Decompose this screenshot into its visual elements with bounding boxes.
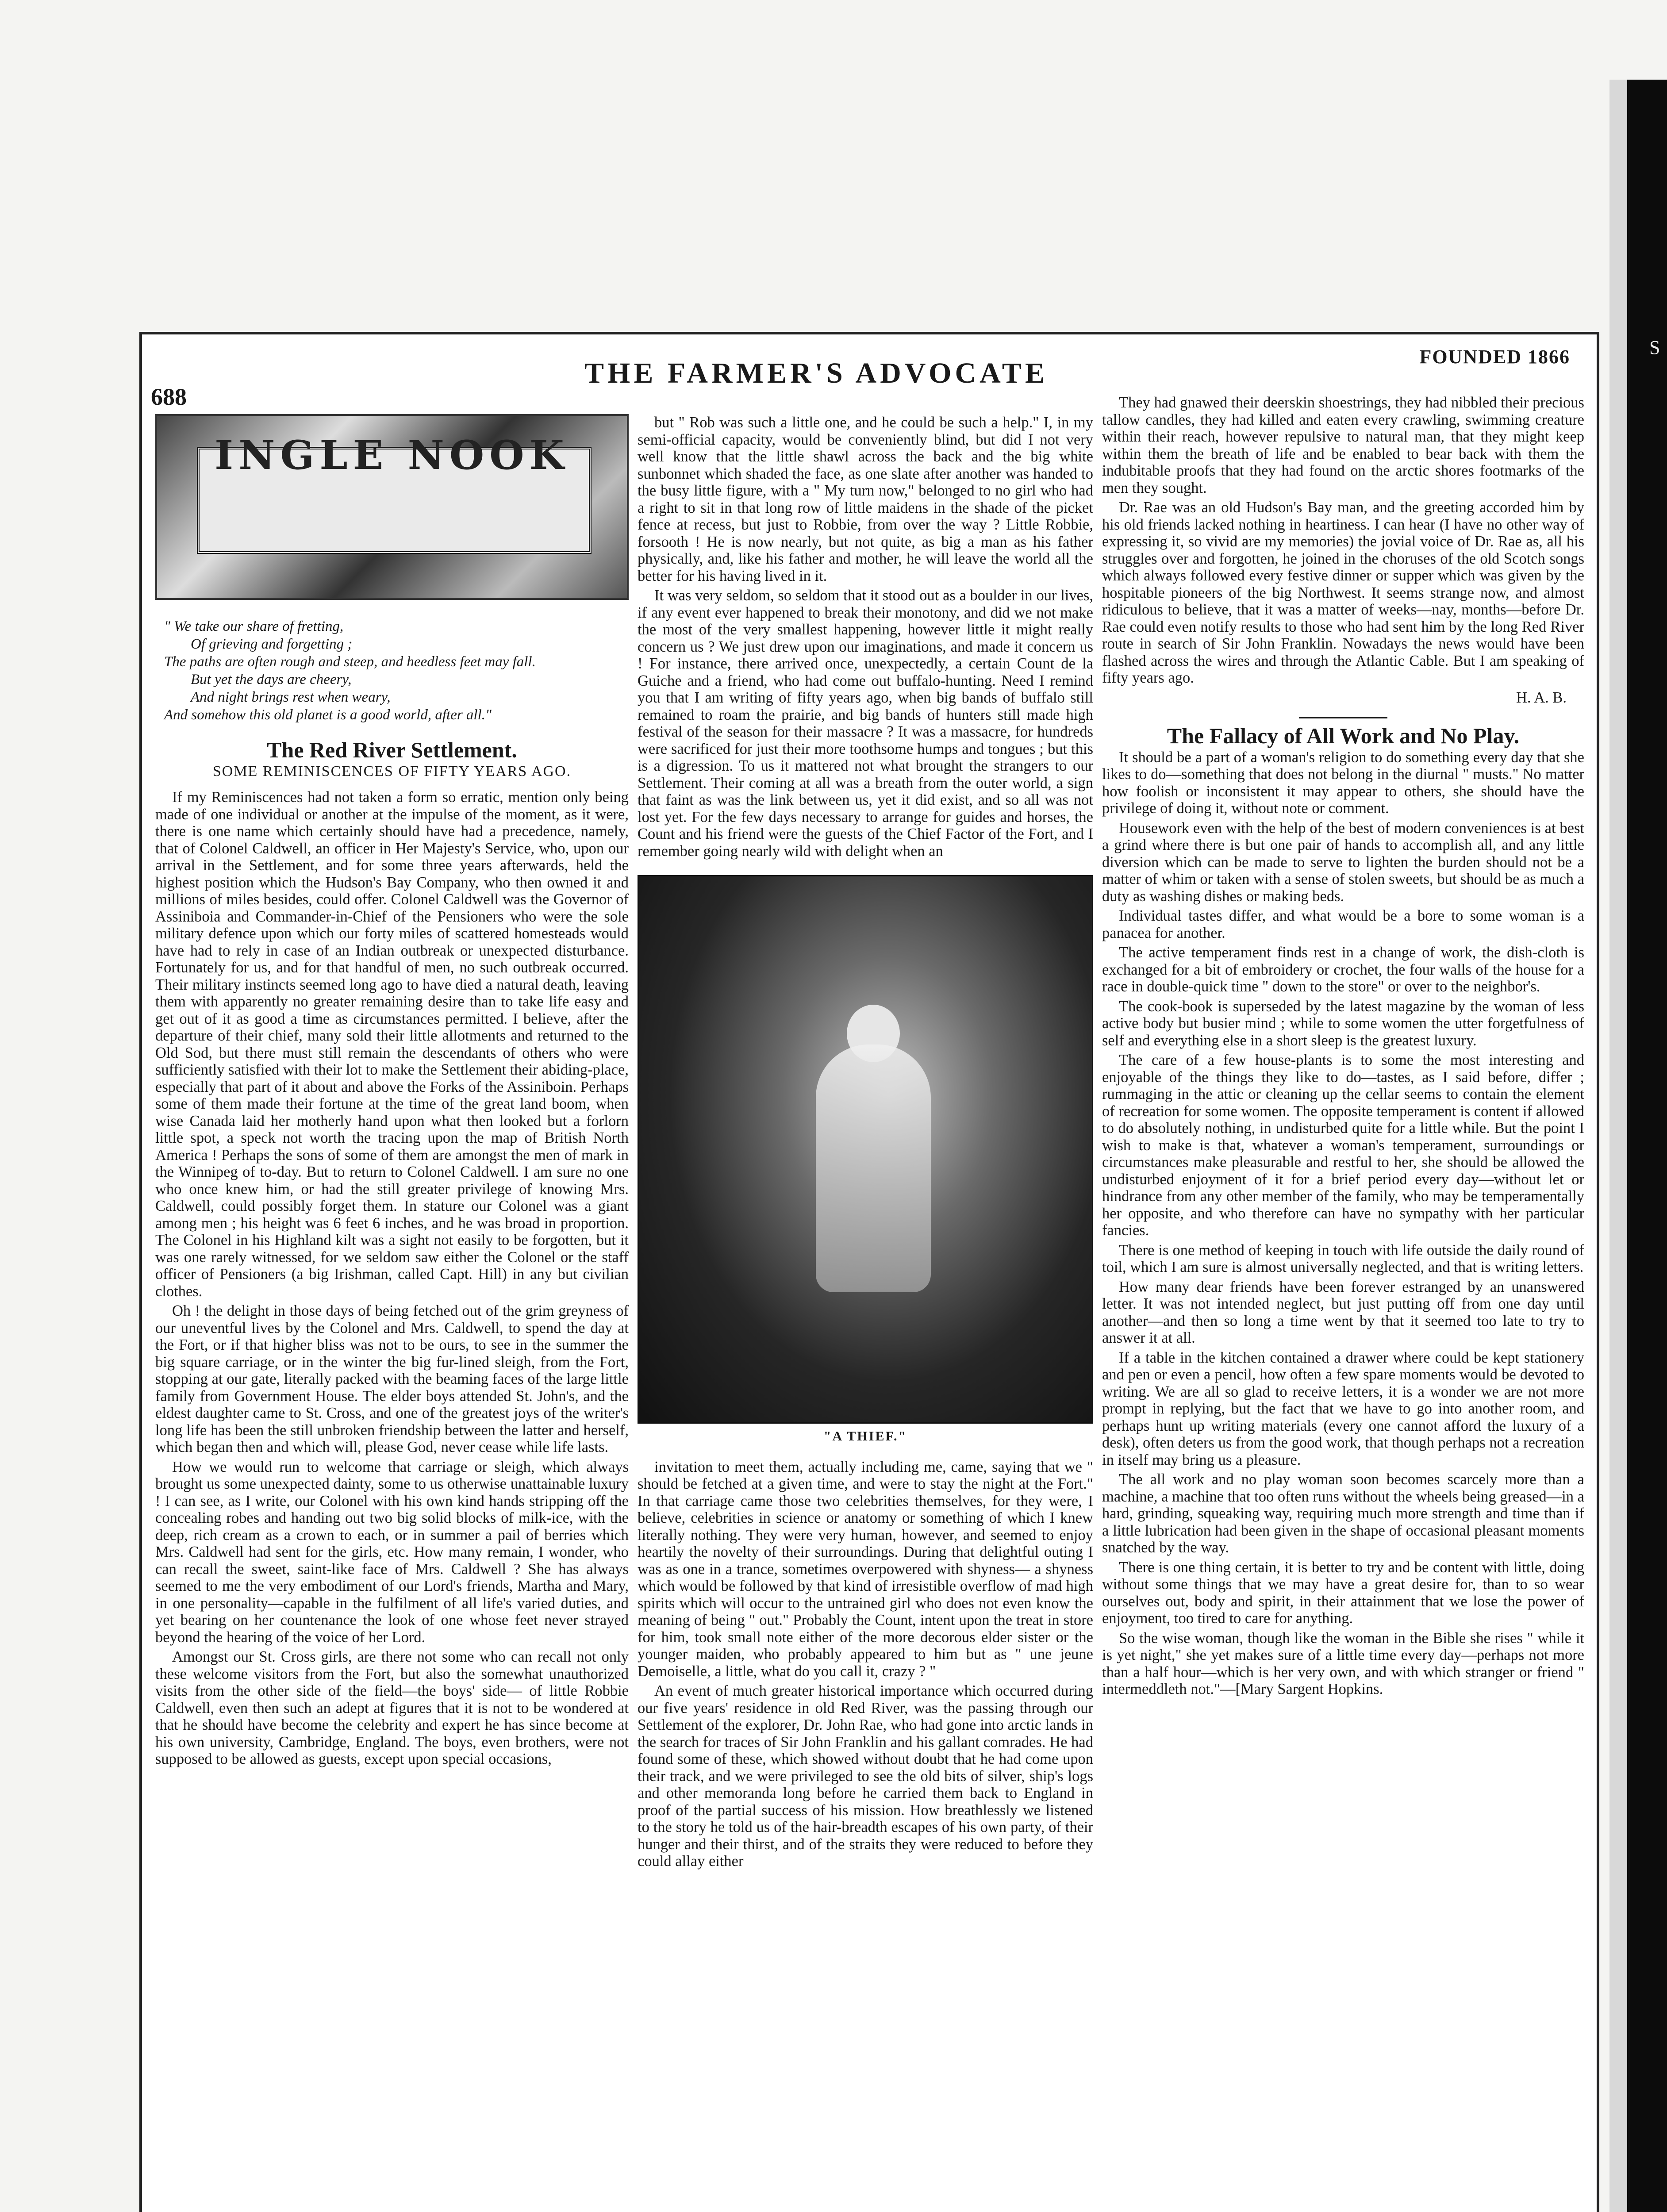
- paragraph: Individual tastes differ, and what would be a bore to some woman is a panacea for another.: [1102, 907, 1584, 941]
- article-subtitle: SOME REMINISCENCES OF FIFTY YEARS AGO.: [212, 763, 572, 780]
- column-2: [638, 414, 1093, 1873]
- paragraph: It should be a part of a woman's religion to do something every day that she likes to do—something that does not belong in the diurnal " musts." No matter how foolish or inconsistent it may appear to others, she should have the privilege of doing it, without note or comment.: [1102, 749, 1584, 817]
- page-number: 688: [151, 384, 187, 410]
- photo-a-thief: [638, 875, 1093, 1424]
- photo-figure: [638, 875, 1093, 1445]
- poem-line: And night brings rest when weary,: [191, 689, 391, 705]
- signature: H. A. B.: [1516, 689, 1567, 706]
- newspaper-page: [139, 332, 1599, 2212]
- article-title: The Red River Settlement.: [267, 737, 517, 762]
- paragraph: The all work and no play woman soon becomes scarcely more than a machine, a machine that too often runs without the wheels being greased—in a hard, grinding, squeaking way, requiring much more strength and time than if a little lubrication had been given in the shape of occasional pleasant moments snatched by the way.: [1102, 1471, 1584, 1556]
- paragraph: The cook-book is superseded by the latest magazine by the woman of less active body but busier mind ; while to some women the utter forgetfulness of self and everything else in a short sleep is the greatest luxury.: [1102, 998, 1584, 1049]
- poem-line: " We take our share of fretting,: [164, 618, 344, 634]
- paragraph: There is one thing certain, it is better to try and be content with little, doing without some things that we may have a great desire for, than to so wear ourselves out, body and spirit, in their attainment that we lose the power of enjoyment, too tired to care for anything.: [1102, 1559, 1584, 1627]
- founded-label: FOUNDED 1866: [1419, 346, 1570, 368]
- paragraph: They had gnawed their deerskin shoestrings, they had nibbled their precious tallow candles, they had killed and eaten every crawling, swimming creature within their reach, however repulsive to natural man, that they might keep within them the breath of life and be enabled to bear back with them the indubitable proofs that they had found on the arctic shores footmarks of the men they sought.: [1102, 394, 1584, 496]
- adjacent-page-mark: S: [1649, 337, 1660, 358]
- poem-line: The paths are often rough and steep, and heedless feet may fall.: [164, 654, 536, 670]
- article-title: The Fallacy of All Work and No Play.: [1167, 723, 1520, 748]
- paragraph: An event of much greater historical importance which occurred during our five years' residence in old Red River, was the passing through our Settlement of the explorer, Dr. John Rae, who had gone into arctic lands in the search for traces of Sir John Franklin and his gallant comrades. He had found some of these, which showed without doubt that he had come upon their track, and we were privileged to see the old bits of silver, ship's logs and other memoranda long before he carried them back to England in proof of the partial success of his mission. How breathlessly we listened to the story he told us of the hair-breadth escapes of his own party, of their hunger and their thirst, and of the straits they were reduced to before they could allay either: [638, 1682, 1093, 1870]
- paragraph: Oh ! the delight in those days of being fetched out of the grim greyness of our uneventful lives by the Colonel and Mrs. Caldwell, to spend the day at the Fort, or if that higher bliss was not to be ours, to see in the summer the big square carriage, or in the winter the big fur-lined sleigh, from the Fort, stopping at our gate, literally packed with the beaming faces of the large little family from Government House. The elder boys attended St. John's, and the eldest daughter came to St. Cross, and one of the greatest joys of the writer's long life has been the still unbroken friendship between the latter and herself, which began then and which will, please God, never cease while life lasts.: [155, 1302, 629, 1455]
- paragraph: If a table in the kitchen contained a drawer where could be kept stationery and pen or even a pencil, how often a few spare moments would be devoted to writing. We are all so glad to receive letters, it is a wonder we are not more prompt in replying, but the fact that we have to go into another room, and perhaps hunt up writing materials (every one cannot afford the luxury of a desk), often deters us from the good work, that though perhaps not a recreation in itself may bring us a pleasure.: [1102, 1349, 1584, 1468]
- paragraph: If my Reminiscences had not taken a form so erratic, mention only being made of one individual or another at the impulse of the moment, as it were, there is one name which certainly should have had a precedence, namely, that of Colonel Caldwell, an officer in Her Majesty's Service, who, upon our arrival in the Settlement, and for some three years afterwards, held the highest position which the Hudson's Bay Company, who then owned it and millions of miles besides, could offer. Colonel Caldwell was the Governor of Assiniboia and Commander-in-Chief of the Pensioners who were the sole military defence upon which our forty miles of scattered homesteads would have had to rely in case of an Indian outbreak or unexpected disturbance. Fortunately for us, and for that handful of men, no such outbreak occurred. Their military instincts seemed long ago to have died a natural death, leaving them with apparently no greater remaining desire than to take life easy and get out of it as good a time as circumstances permitted. I believe, after the departure of their chief, many sold their little allotments and returned to the Old Sod, but there must still remain the descendants of others who were sufficiently satisfied with their lot to make the Settlement their abiding-place, especially that part of it about and above the Forks of the Assiniboin. Perhaps some of them made their fortune at the time of the great land boom, when wise Canada laid her motherly hand upon what then looked but a forlorn little spot, a speck not worth the tracing upon the map of British North America ! Perhaps the sons of some of them are amongst the men of mark in the Winnipeg of to-day. But to return to Colonel Caldwell. I am sure no one who once knew him, or had the still greater privilege of knowing Mrs. Caldwell, could possibly forget them. In stature our Colonel was a giant among men ; his height was 6 feet 6 inches, and he was broad in proportion. The Colonel in his Highland kilt was a sight not easily to be forgotten, but it was one rarely witnessed, for we seldom saw either the Colonel or the staff officer of Pensioners (a big Irishman, called Capt. Hill) in any but civilian clothes.: [155, 789, 629, 1300]
- paragraph: The active temperament finds rest in a change of work, the dish-cloth is exchanged for a bit of embroidery or crochet, the four walls of the house for a race in double-quick time " down to the store" or over to the neighbor's.: [1102, 944, 1584, 995]
- paragraph: It was very seldom, so seldom that it stood out as a boulder in our lives, if any event ever happened to break their monotony, and did we not make the most of the very smallest happening, however little it might really concern us ? We just drew upon our imaginations, and made it concern us ! For instance, there arrived once, unexpectedly, a certain Count de la Guiche and a friend, who had come out buffalo-hunting. Need I remind you that I am writing of fifty years ago, when big bands of buffalo still remained to roam the prairie, and big bands of hunters still made high festival of the season for their massacre ? It was a massacre, for hundreds were sacrificed for just their more toothsome humps and tongues ; but this is a digression. To us it mattered not what brought the strangers to our Settlement. Their coming at all was a breath from the outer world, a sign that faint as was the link between us, yet it did exist, and so all was not lost yet. For the few days necessary to arrange for guides and horses, the Count and his friend were the guests of the Chief Factor of the Fort, and I remember going nearly wild with delight when an: [638, 587, 1093, 860]
- paragraph: The care of a few house-plants is to some the most interesting and enjoyable of the things they like to do—tastes, as I said before, differ ; rummaging in the attic or cleaning up the cellar seems to contain the element of recreation for some women. The opposite temperament is content if allowed to do absolutely nothing, in undisturbed quite for a little while. But the point I wish to make is that, whatever a woman's temperament, surroundings or circumstances make pleasurable and restful to her, she should be allowed the undisturbed enjoyment of it for a brief period every day—without let or hindrance from any other member of the family, who may be temperamentally her opposite, and who therefore can have no sympathy with her particular fancies.: [1102, 1052, 1584, 1239]
- scan-border: [1627, 80, 1667, 2212]
- ornament-label: INGLE NOOK: [215, 432, 569, 479]
- poem: [164, 618, 629, 724]
- column-1: [155, 414, 629, 1770]
- photo-caption: "A THIEF.": [823, 1429, 907, 1444]
- page-header: [142, 334, 1597, 410]
- scan-margin: [1609, 80, 1627, 2212]
- paragraph: So the wise woman, though like the woman in the Bible she rises " while it is yet night," she yet makes sure of a little time every day—perhaps not more than a half hour—which is her very own, and with which stranger or friend " intermeddleth not."—[Mary Sargent Hopkins.: [1102, 1629, 1584, 1697]
- paragraph: How many dear friends have been forever estranged by an unanswered letter. It was not intended neglect, but just putting off from one day until another—and then so long a time went by that it seemed too late to try to answer it at all.: [1102, 1278, 1584, 1346]
- ingle-nook-ornament: [155, 414, 629, 600]
- paragraph: but " Rob was such a little one, and he could be such a help." I, in my semi-official capacity, would be conveniently blind, but did I not very well know that the little shawl across the back and the big white sunbonnet which shaded the face, as one slate after another was handed to the busy little figure, with a " My turn now," belonged to no girl who had a right to sit in that long row of little maidens in the shade of the picket fence at recess, but just to Robbie, from over the way ? Little Robbie, forsooth ! He is now nearly, but not quite, as big a man as his father physically, and, like his father and mother, he will leave the world all the better for his having lived in it.: [638, 414, 1093, 584]
- divider: [1299, 717, 1387, 718]
- column-3: [1102, 394, 1584, 1701]
- paragraph: How we would run to welcome that carriage or sleigh, which always brought us some unexpected dainty, some to us otherwise unattainable luxury ! I can see, as I write, our Colonel with his own kind hands stripping off the concealing robes and handing out two big solid blocks of milk-ice, with the deep, rich cream as a crown to each, or in summer a pail of berries which Mrs. Caldwell had sent for the girls, etc. How many remain, I wonder, who can recall the sweet, saint-like face of Mrs. Caldwell ? She has always seemed to me the very embodiment of our Lord's friends, Martha and Mary, in one personality—capable in the fulfilment of all life's varied duties, and yet bearing on her countenance the look of one whose feet never strayed beyond the hearing of the voice of her Lord.: [155, 1458, 629, 1646]
- paragraph: Housework even with the help of the best of modern conveniences is at best a grind where there is but one pair of hands to accomplish all, and any little diversion which can be made to serve to lighten the burden should not be a matter of whim or taken with a sense of stolen sweets, but should be as much a duty as washing dishes or making beds.: [1102, 819, 1584, 905]
- poem-line: And somehow this old planet is a good world, after all.": [164, 707, 492, 723]
- poem-line: But yet the days are cheery,: [191, 672, 352, 687]
- masthead: THE FARMER'S ADVOCATE: [584, 357, 1048, 389]
- paragraph: Dr. Rae was an old Hudson's Bay man, and the greeting accorded him by his old friends lacked nothing in heartiness. I can hear (I have no other way of expressing it, so vivid are my memories) the jovial voice of Dr. Rae as, all his struggles over and forgotten, he joined in the choruses of the old Scotch songs which always followed every festive dinner or supper which was given by the hospitable pioneers of the big Northwest. It seems strange now, and almost ridiculous to believe, that it was a matter of weeks—nay, months—before Dr. Rae could even notify results to those who had sent him by the long Red River route in search of Sir John Franklin. Nowadays the news would have been flashed across the wires and through the Atlantic Cable. But I am speaking of fifty years ago.: [1102, 499, 1584, 686]
- paragraph: Amongst our St. Cross girls, are there not some who can recall not only these welcome visitors from the Fort, but also the somewhat unauthorized visits from the other side of the field—the boys' side— of little Robbie Caldwell, even then such an adept at figures that it is not to be wondered at that he should have become the celebrity and expert he has since become at his own university, Cambridge, England. The boys, even brothers, were not supposed to be allowed as guests, except upon special occasions,: [155, 1648, 629, 1767]
- poem-line: Of grieving and forgetting ;: [191, 636, 353, 652]
- paragraph: There is one method of keeping in touch with life outside the daily round of toil, which I am sure is almost universally neglected, and that is writing letters.: [1102, 1241, 1584, 1275]
- paragraph: invitation to meet them, actually including me, came, saying that we " should be fetched at a given time, and were to stay the night at the Fort." In that carriage came those two celebrities themselves, for they were, I believe, celebrities in science or anatomy or something of which I knew literally nothing. They were very human, however, and seemed to enjoy heartily the novelty of their surroundings. During that delightful outing I was as one in a trance, sometimes overpowered with shyness— a shyness which would be followed by that kind of irresistible overflow of mad high spirits which will occur to the untrained girl who does not even know the meaning of being " out." Probably the Count, intent upon the treat in store for him, took small note either of the more decorous elder sister or the younger maiden, who probably appeared to him but as " une jeune Demoiselle, a little, what do you call it, crazy ? ": [638, 1458, 1093, 1680]
